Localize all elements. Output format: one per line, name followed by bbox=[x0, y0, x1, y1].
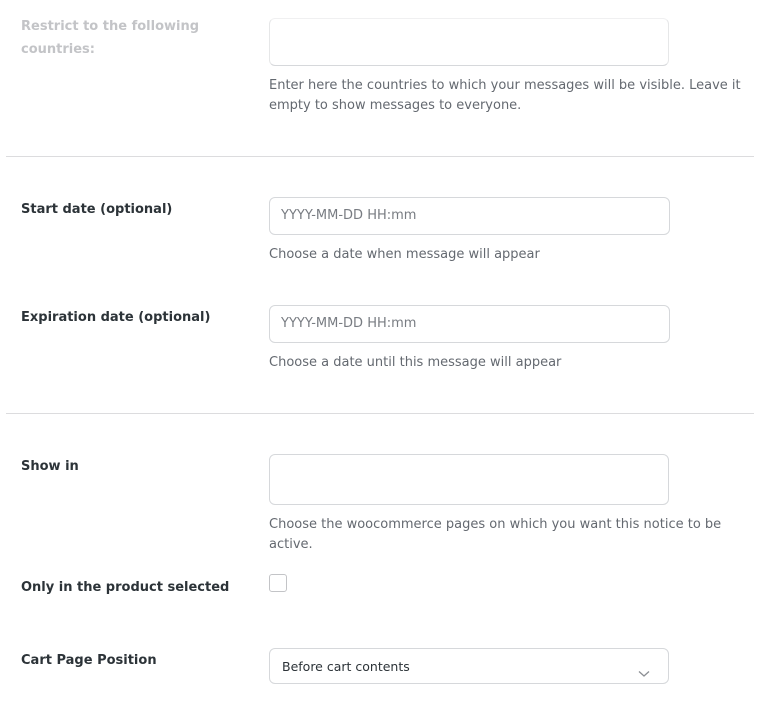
countries-label: Restrict to the following countries: bbox=[21, 19, 200, 57]
show-in-select[interactable] bbox=[269, 454, 669, 505]
cart-position-select[interactable] bbox=[269, 648, 669, 684]
cart-position-label: Cart Page Position bbox=[21, 653, 157, 668]
only-product-checkbox[interactable] bbox=[269, 574, 287, 592]
start-date-label: Start date (optional) bbox=[21, 202, 173, 217]
start-date-input[interactable] bbox=[269, 197, 670, 235]
expiration-date-description: Choose a date until this message will appear bbox=[269, 355, 562, 370]
show-in-description: Choose the woocommerce pages on which you want this notice to be active. bbox=[269, 517, 722, 552]
show-in-label: Show in bbox=[21, 459, 79, 474]
expiration-date-input[interactable] bbox=[269, 305, 670, 343]
cart-position-value: Before cart contents bbox=[282, 659, 410, 674]
countries-description: Enter here the countries to which your messages will be visible. Leave it empty to show messages to everyone. bbox=[269, 78, 741, 113]
start-date-placeholder: YYYY-MM-DD HH:mm bbox=[281, 208, 417, 223]
countries-input[interactable] bbox=[269, 18, 669, 66]
start-date-description: Choose a date when message will appear bbox=[269, 247, 540, 262]
section-divider bbox=[6, 156, 754, 157]
chevron-down-icon bbox=[638, 663, 650, 682]
only-product-label: Only in the product selected bbox=[21, 580, 230, 595]
expiration-date-placeholder: YYYY-MM-DD HH:mm bbox=[281, 316, 417, 331]
section-divider bbox=[6, 413, 754, 414]
expiration-date-label: Expiration date (optional) bbox=[21, 310, 211, 325]
